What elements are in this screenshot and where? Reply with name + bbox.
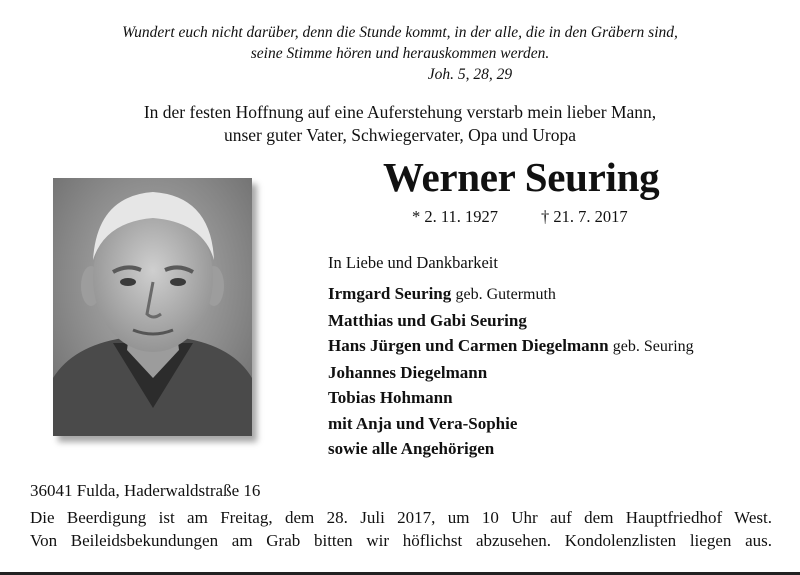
deceased-name: Werner Seuring: [383, 154, 660, 200]
mourner-name: Tobias Hohmann: [328, 388, 453, 407]
mourner-row: [328, 360, 694, 386]
verse-reference: Joh. 5, 28, 29: [427, 66, 513, 83]
bible-verse: [0, 22, 800, 85]
funeral-line-2: Von Beileidsbekundungen am Grab bitten wir höflichst abzusehen. Kondolenzlisten liegen aus.: [30, 531, 772, 550]
mourner-name: sowie alle Angehörigen: [328, 439, 495, 458]
funeral-info: [30, 506, 772, 552]
intro-line-2: unser guter Vater, Schwiegervater, Opa und Uropa: [223, 125, 577, 145]
mourner-name: Matthias und Gabi Seuring: [328, 310, 527, 330]
mourner-row: [328, 308, 694, 334]
funeral-line-1: Die Beerdigung ist am Freitag, dem 28. Juli 2017, um 10 Uhr auf dem Hauptfriedhof West.: [30, 508, 772, 527]
mourner-row: [328, 333, 694, 360]
mourner-name: Irmgard Seuring: [328, 284, 452, 303]
mourner-name: Johannes Diegelmann: [328, 362, 488, 382]
death-date: † 21. 7. 2017: [541, 207, 628, 226]
mourners-intro: In Liebe und Dankbarkeit: [328, 253, 498, 272]
mourner-name: mit Anja und Vera-Sophie: [328, 413, 518, 433]
mourner-note: geb. Seuring: [612, 338, 694, 355]
mourners-list: [328, 251, 694, 462]
verse-line-2: seine Stimme hören und herauskommen werden.: [250, 45, 550, 62]
mourner-row: [328, 436, 694, 462]
portrait-illustration: [53, 178, 252, 436]
verse-line-1: Wundert euch nicht darüber, denn die Stunde kommt, in der alle, die in den Gräbern sind,: [122, 24, 678, 41]
mourner-name: Hans Jürgen und Carmen Diegelmann: [328, 336, 609, 355]
portrait-photo: [53, 178, 252, 436]
address: 36041 Fulda, Haderwaldstraße 16: [30, 481, 261, 500]
mourner-note: geb. Gutermuth: [455, 286, 556, 303]
birth-date: * 2. 11. 1927: [412, 207, 499, 226]
mourner-row: [328, 385, 694, 411]
mourner-row: [328, 411, 694, 437]
mourner-row: [328, 281, 694, 308]
intro-text: [0, 101, 800, 147]
intro-line-1: In der festen Hoffnung auf eine Auferstehung verstarb mein lieber Mann,: [143, 102, 657, 122]
